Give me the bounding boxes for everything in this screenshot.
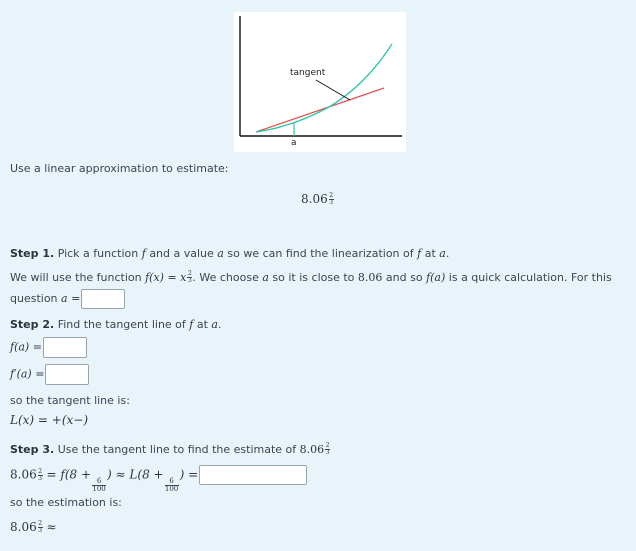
step2-f: f xyxy=(189,318,194,331)
step1-f2: f xyxy=(417,247,422,260)
tangent-pointer xyxy=(316,80,350,100)
step1-line3-a: question xyxy=(10,292,58,305)
tangent-label: tangent xyxy=(290,68,326,78)
func-exp-num: 2 xyxy=(187,270,192,277)
step1-line2-c: so it is close to xyxy=(272,271,355,284)
step3-exponent xyxy=(325,443,330,456)
tangent-text: so the tangent line is: xyxy=(10,394,130,407)
estimate-row xyxy=(10,465,307,493)
exp-num: 2 xyxy=(329,192,334,199)
estimate-frac-1 xyxy=(92,478,106,493)
fa-row xyxy=(10,337,87,358)
step1-a: a xyxy=(217,247,224,260)
frac2-den: 100 xyxy=(164,484,179,493)
final-exponent xyxy=(38,521,43,534)
estimate-exponent xyxy=(38,469,43,482)
final-exp-num: 2 xyxy=(38,520,43,527)
frac2-num: 6 xyxy=(169,476,174,485)
step1-line1 xyxy=(10,247,449,260)
step2-text-a: Find the tangent line of xyxy=(57,318,186,331)
estimate-l-part: ) ≈ L(8 + xyxy=(107,467,164,482)
target-base: 8.06 xyxy=(301,192,328,206)
func-exp-den: 3 xyxy=(187,277,192,284)
step3-exp-num: 2 xyxy=(325,442,330,449)
estimate-base: 8.06 xyxy=(10,467,37,482)
fa-lhs: f(a) = xyxy=(10,340,42,354)
final-base: 8.06 xyxy=(10,520,37,534)
estimate-equals: ) = xyxy=(179,467,199,482)
step1-line2-b: . We choose xyxy=(192,271,259,284)
step1-value: 8.06 xyxy=(357,271,383,284)
step1-line2-e: is a quick calculation. For this xyxy=(448,271,612,284)
estimate-exp-num: 2 xyxy=(38,467,43,475)
step1-line2 xyxy=(10,271,612,284)
step3-exp-den: 3 xyxy=(325,449,330,456)
step1-line2-a: We will use the function xyxy=(10,271,142,284)
step3-base: 8.06 xyxy=(299,443,325,456)
step1-end: . xyxy=(445,247,450,260)
function-definition: f(x) = x xyxy=(145,271,187,284)
a-value-input[interactable] xyxy=(81,289,125,309)
step1-text-b: and a value xyxy=(149,247,214,260)
step2-a: a xyxy=(211,318,218,331)
fpa-lhs: f′(a) = xyxy=(10,367,45,381)
fpa-row xyxy=(10,364,89,385)
step2-label: Step 2. xyxy=(10,318,55,331)
tangent-line xyxy=(256,88,384,132)
step1-text-a: Pick a function xyxy=(57,247,139,260)
step2-end: . xyxy=(217,318,222,331)
approx-symbol: ≈ xyxy=(46,520,57,534)
estimate-f-part: = f(8 + xyxy=(46,467,92,482)
frac1-den: 100 xyxy=(92,484,106,493)
function-curve xyxy=(256,44,392,132)
final-exp-den: 3 xyxy=(38,527,43,534)
estimate-frac-2 xyxy=(165,478,179,493)
estimate-exp-den: 3 xyxy=(38,474,43,482)
step3-label: Step 3. xyxy=(10,443,55,456)
step1-line2-d: and so xyxy=(385,271,423,284)
step3-line1 xyxy=(10,443,330,456)
target-exponent xyxy=(329,193,334,206)
a-equals: a = xyxy=(61,292,81,305)
step3-text-a: Use the tangent line to find the estimate of xyxy=(57,443,297,456)
fa-input[interactable] xyxy=(43,337,87,358)
step1-label: Step 1. xyxy=(10,247,55,260)
step1-fa: f(a) xyxy=(426,271,446,284)
step1-text-d: at xyxy=(424,247,436,260)
intro-text: Use a linear approximation to estimate: xyxy=(10,162,229,175)
step1-a3: a xyxy=(262,271,269,284)
step1-f: f xyxy=(141,247,146,260)
tangent-figure xyxy=(234,12,406,152)
fpa-input[interactable] xyxy=(45,364,89,385)
step1-line3 xyxy=(10,289,125,309)
tangent-equation: L(x) = +(x−) xyxy=(10,413,89,427)
tangent-graph xyxy=(234,12,406,152)
step1-a2: a xyxy=(439,247,446,260)
step2-text-b: at xyxy=(196,318,208,331)
frac1-num: 6 xyxy=(96,476,102,485)
target-expression xyxy=(301,192,334,206)
final-estimate-row xyxy=(10,520,57,534)
step2-line1 xyxy=(10,318,221,331)
estimation-text: so the estimation is: xyxy=(10,496,122,509)
step3-expression xyxy=(300,443,331,456)
exp-den: 3 xyxy=(329,199,334,206)
estimate-input[interactable] xyxy=(199,465,307,485)
a-label: a xyxy=(291,138,297,148)
step1-text-c: so we can find the linearization of xyxy=(227,247,414,260)
